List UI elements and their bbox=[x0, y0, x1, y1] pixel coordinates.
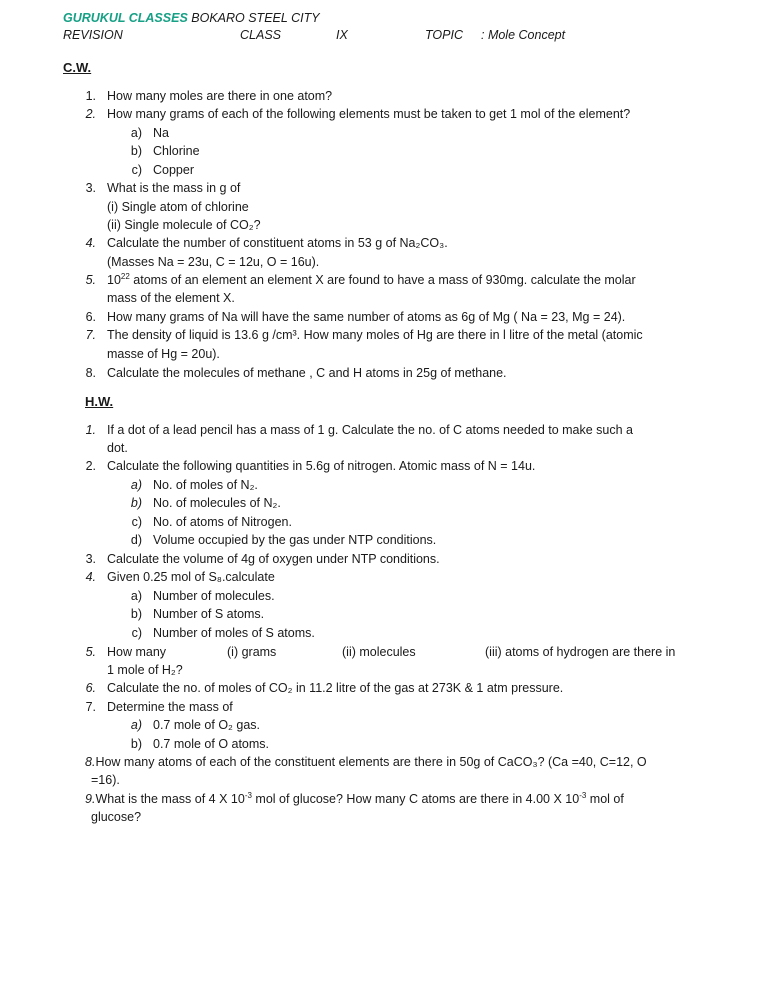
hw-q6-text: Calculate the no. of moles of CO₂ in 11.2 litre of the gas at 273K & 1 atm pressure. bbox=[107, 681, 564, 695]
hw-q4-b-label: b) bbox=[130, 607, 142, 621]
hw-q2-number: 2. bbox=[85, 459, 96, 473]
hw-q8-number: 8. bbox=[85, 755, 96, 769]
hw-q7-a-label: a) bbox=[130, 718, 142, 732]
cw-q1-number: 1. bbox=[85, 89, 96, 103]
school-name: GURUKUL CLASSES bbox=[63, 11, 188, 25]
cw-q8-number: 8. bbox=[85, 366, 96, 380]
hw-q8-body: How many atoms of each of the constituent elements are there in 50g of CaCO₃? (Ca =40, C=12, O bbox=[95, 755, 647, 769]
hw-q2-b-label: b) bbox=[130, 496, 142, 510]
hw-q9-text bbox=[85, 792, 624, 806]
hw-q4-b-text: Number of S atoms. bbox=[153, 607, 265, 621]
cw-q2-number: 2. bbox=[85, 107, 96, 121]
cw-q2-text: How many grams of each of the following elements must be taken to get 1 mol of the element? bbox=[107, 107, 631, 121]
hw-q5-molecules: (ii) molecules bbox=[342, 645, 416, 659]
hw-q5-grams: (i) grams bbox=[227, 645, 277, 659]
school-city: BOKARO STEEL CITY bbox=[191, 11, 320, 25]
hw-q5-number: 5. bbox=[85, 645, 96, 659]
cw-q3-i: (i) Single atom of chlorine bbox=[107, 200, 249, 214]
hw-q7-text: Determine the mass of bbox=[107, 700, 233, 714]
hw-q3-text: Calculate the volume of 4g of oxygen under NTP conditions. bbox=[107, 552, 440, 566]
hw-q2-d-text: Volume occupied by the gas under NTP conditions. bbox=[153, 533, 437, 547]
revision-label: REVISION bbox=[63, 28, 123, 42]
cw-q2-c-text: Copper bbox=[153, 163, 194, 177]
hw-q2-c-text: No. of atoms of Nitrogen. bbox=[153, 515, 292, 529]
hw-q6-number: 6. bbox=[85, 681, 96, 695]
hw-q1-text: If a dot of a lead pencil has a mass of 1 g. Calculate the no. of C atoms needed to make such a bbox=[107, 423, 634, 437]
cw-q7-continuation: masse of Hg = 20u). bbox=[107, 347, 220, 361]
hw-q8-continuation: =16). bbox=[91, 773, 120, 787]
hw-q4-c-label: c) bbox=[131, 626, 142, 640]
hw-q2-text: Calculate the following quantities in 5.6g of nitrogen. Atomic mass of N = 14u. bbox=[107, 459, 536, 473]
hw-q4-number: 4. bbox=[85, 570, 96, 584]
topic-value: : Mole Concept bbox=[481, 28, 566, 42]
hw-q1-number: 1. bbox=[85, 423, 96, 437]
class-value: IX bbox=[336, 28, 348, 42]
hw-q9-continuation: glucose? bbox=[91, 810, 142, 824]
cw-q5-base: 10 bbox=[107, 273, 121, 287]
cw-q8-text: Calculate the molecules of methane , C and H atoms in 25g of methane. bbox=[107, 366, 507, 380]
cw-q5-exponent: 22 bbox=[120, 271, 130, 281]
cw-q5-continuation: mass of the element X. bbox=[107, 291, 235, 305]
hw-q7-b-label: b) bbox=[130, 737, 142, 751]
hw-q4-c-text: Number of moles of S atoms. bbox=[153, 626, 315, 640]
hw-q3-number: 3. bbox=[85, 552, 96, 566]
hw-q2-d-label: d) bbox=[130, 533, 142, 547]
cw-q3-text: What is the mass in g of bbox=[107, 181, 241, 195]
cw-q2-c-label: c) bbox=[131, 163, 142, 177]
cw-q4-number: 4. bbox=[85, 236, 96, 250]
cw-q4-masses: (Masses Na = 23u, C = 12u, O = 16u). bbox=[107, 255, 320, 269]
hw-q2-a-text: No. of moles of N₂. bbox=[153, 478, 258, 492]
hw-q9-part3: mol of bbox=[586, 792, 624, 806]
class-label: CLASS bbox=[240, 28, 281, 42]
cw-q5-number: 5. bbox=[85, 273, 96, 287]
hw-q7-number: 7. bbox=[85, 700, 96, 714]
cw-q5-text bbox=[107, 273, 636, 287]
hw-q4-a-label: a) bbox=[130, 589, 142, 603]
topic-label: TOPIC bbox=[425, 28, 463, 42]
cw-q2-b-text: Chlorine bbox=[153, 144, 200, 158]
hw-q9-exponent2: -3 bbox=[579, 790, 587, 800]
cw-q3-number: 3. bbox=[85, 181, 96, 195]
hw-q5-how-many: How many bbox=[107, 645, 167, 659]
cw-q3-ii: (ii) Single molecule of CO₂? bbox=[107, 218, 261, 232]
hw-q4-text: Given 0.25 mol of S₈.calculate bbox=[107, 570, 275, 584]
cw-heading: C.W. bbox=[63, 60, 92, 75]
hw-q8-text bbox=[85, 755, 647, 769]
cw-q4-text: Calculate the number of constituent atoms in 53 g of Na₂CO₃. bbox=[107, 236, 448, 250]
hw-q1-continuation: dot. bbox=[107, 441, 128, 455]
hw-q5-continuation: 1 mole of H₂? bbox=[107, 663, 183, 677]
hw-q9-number: 9. bbox=[85, 792, 96, 806]
cw-q2-a-text: Na bbox=[153, 126, 169, 140]
hw-q7-a-text: 0.7 mole of O₂ gas. bbox=[153, 718, 260, 732]
cw-q6-number: 6. bbox=[85, 310, 96, 324]
cw-q2-b-label: b) bbox=[130, 144, 142, 158]
hw-heading: H.W. bbox=[85, 394, 114, 409]
hw-q9-part1: What is the mass of 4 X 10 bbox=[95, 792, 245, 806]
hw-q9-exponent1: -3 bbox=[244, 790, 252, 800]
cw-q7-text: The density of liquid is 13.6 g /cm³. How many moles of Hg are there in l litre of the metal (atomic bbox=[107, 328, 643, 342]
cw-q5-rest: atoms of an element an element X are found to have a mass of 930mg. calculate the molar bbox=[129, 273, 636, 287]
hw-q2-b-text: No. of molecules of N₂. bbox=[153, 496, 281, 510]
hw-q2-c-label: c) bbox=[131, 515, 142, 529]
hw-q5-atoms: (iii) atoms of hydrogen are there in bbox=[485, 645, 676, 659]
hw-q7-b-text: 0.7 mole of O atoms. bbox=[153, 737, 270, 751]
cw-q1-text: How many moles are there in one atom? bbox=[107, 89, 333, 103]
cw-q6-text: How many grams of Na will have the same number of atoms as 6g of Mg ( Na = 23, Mg = 24). bbox=[107, 310, 626, 324]
hw-q2-a-label: a) bbox=[130, 478, 142, 492]
cw-q2-a-label: a) bbox=[130, 126, 142, 140]
header-line-1 bbox=[63, 11, 320, 25]
hw-q4-a-text: Number of molecules. bbox=[153, 589, 275, 603]
cw-q7-number: 7. bbox=[85, 328, 96, 342]
hw-q9-part2: mol of glucose? How many C atoms are there in 4.00 X 10 bbox=[251, 792, 580, 806]
